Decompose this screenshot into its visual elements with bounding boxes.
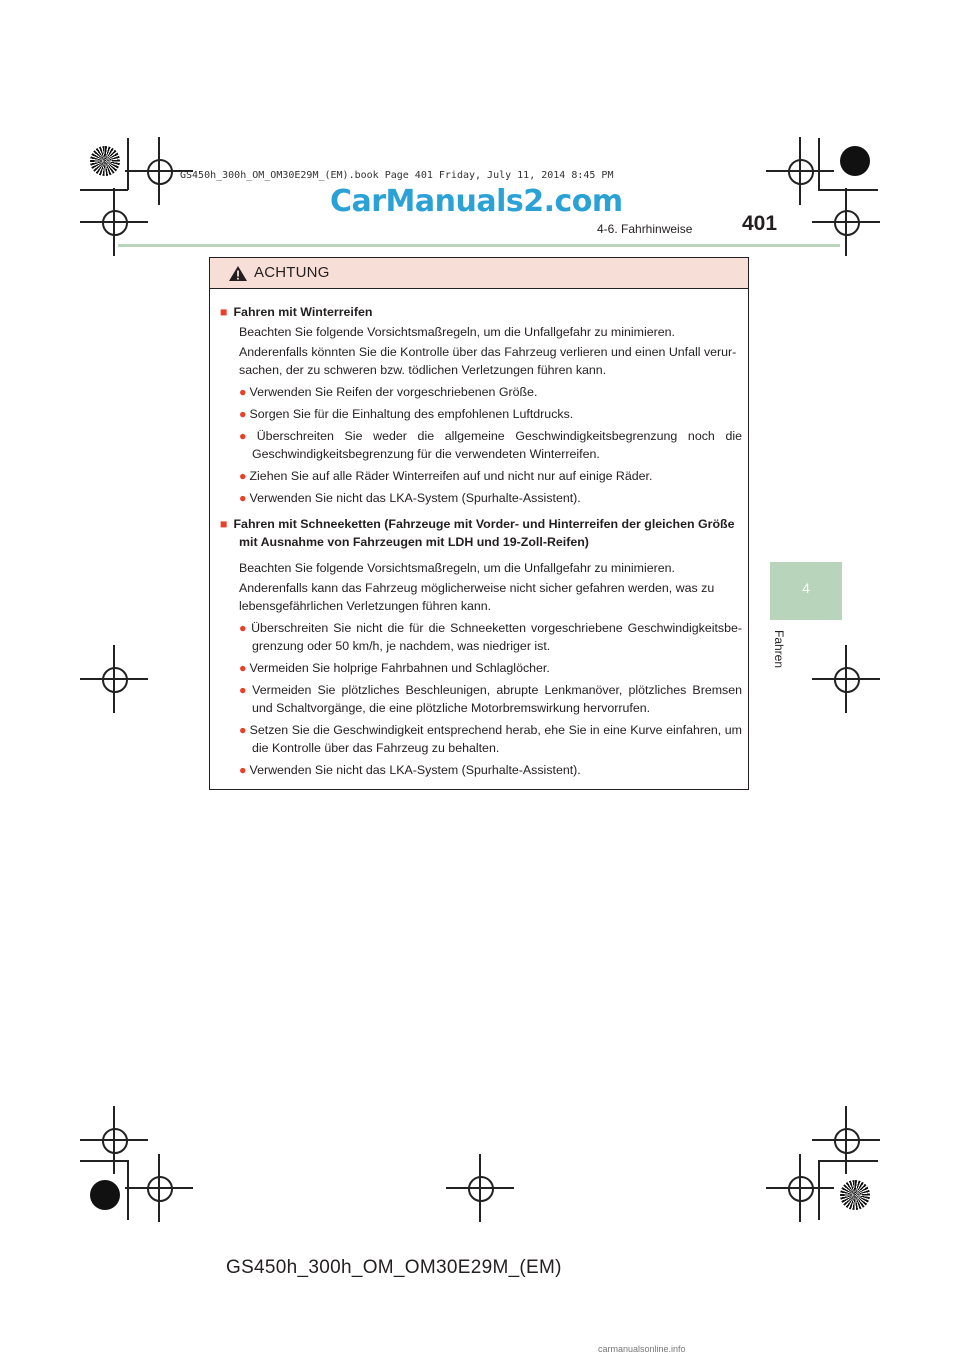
footer-code: GS450h_300h_OM_OM30E29M_(EM): [226, 1257, 562, 1278]
list-item: ● Setzen Sie die Geschwindigkeit entsprechend herab, ehe Sie in eine Kurve einfahren, um die Kontrolle über das Fahrzeug zu behalten.: [239, 723, 742, 755]
registration-mark-icon: [139, 151, 179, 191]
list-item: ● Verwenden Sie nicht das LKA-System (Spurhalte-Assistent).: [239, 763, 581, 777]
bullet-icon: ●: [239, 683, 250, 697]
registration-mark-icon: [139, 1168, 179, 1208]
registration-mark-icon: [94, 1120, 134, 1160]
list-item: ● Vermeiden Sie plötzliches Beschleunigen, abrupte Lenkmanöver, plötzliches Bremsen und Schaltvorgänge, die eine plötzliche Motorbremswirkung hervorrufen.: [239, 683, 743, 715]
crop-line: [818, 1160, 878, 1162]
list-item: ● Verwenden Sie nicht das LKA-System (Spurhalte-Assistent).: [239, 491, 581, 505]
crop-line: [127, 138, 129, 190]
registration-mark-icon: [94, 202, 134, 242]
list-item: ● Sorgen Sie für die Einhaltung des empfohlenen Luftdrucks.: [239, 407, 574, 421]
color-target-icon: [840, 146, 870, 176]
list-item: ● Verwenden Sie Reifen der vorgeschriebenen Größe.: [239, 385, 538, 399]
watermark: CarManuals2.com: [330, 184, 623, 219]
list-item: ● Ziehen Sie auf alle Räder Winterreifen auf und nicht nur auf einige Räder.: [239, 469, 653, 483]
bullet-icon: ●: [239, 491, 247, 505]
square-bullet-icon: ■: [220, 305, 228, 319]
registration-mark-icon: [826, 659, 866, 699]
chapter-tab[interactable]: 4: [770, 562, 842, 620]
registration-mark-icon: [826, 202, 866, 242]
bullet-icon: ●: [239, 429, 254, 443]
crop-line: [127, 1160, 129, 1220]
bullet-icon: ●: [239, 723, 247, 737]
section-title: 4-6. Fahrhinweise: [597, 222, 693, 236]
book-info-line: GS450h_300h_OM_OM30E29M_(EM).book Page 401 Friday, July 11, 2014 8:45 PM: [180, 170, 614, 181]
registration-mark-icon: [780, 1168, 820, 1208]
list-item: ● Vermeiden Sie holprige Fahrbahnen und Schlaglöcher.: [239, 661, 550, 675]
crop-line: [818, 189, 878, 191]
crop-line: [818, 138, 820, 190]
bullet-icon: ●: [239, 469, 247, 483]
crop-line: [80, 1160, 128, 1162]
caution-header: [210, 258, 748, 289]
color-target-icon: [90, 146, 120, 176]
crop-line: [80, 189, 128, 191]
bullet-icon: ●: [239, 661, 247, 675]
bullet-icon: ●: [239, 385, 247, 399]
section-heading: ■ Fahren mit Schneeketten (Fahrzeuge mit Vorder- und Hinterreifen der gleichen Größe mit Ausnahme von Fahrzeugen mit LDH und 19-Zoll-Reifen): [220, 517, 735, 549]
header-rule: [118, 244, 840, 247]
footer-site: carmanualsonline.info: [598, 1344, 686, 1354]
bullet-icon: ●: [239, 407, 247, 421]
list-item: ● Überschreiten Sie nicht die für die Schneeketten vorgeschriebene Geschwindigkeitsbe-grenzung oder 50 km/h, je nachdem, was niedriger ist.: [239, 621, 743, 653]
caution-title: ACHTUNG: [254, 264, 330, 281]
page-number: 401: [742, 212, 778, 235]
paragraph: Beachten Sie folgende Vorsichtsmaßregeln, um die Unfallgefahr zu minimieren.: [239, 561, 675, 575]
registration-mark-icon: [826, 1120, 866, 1160]
registration-mark-icon: [780, 151, 820, 191]
crop-line: [818, 1160, 820, 1220]
color-target-icon: [840, 1180, 870, 1210]
list-item: ● Überschreiten Sie weder die allgemeine Geschwindigkeitsbegrenzung noch die Geschwindigkeitsbegrenzung für die verwendeten Winterreifen.: [239, 429, 743, 461]
bullet-icon: ●: [239, 763, 247, 777]
bullet-icon: ●: [239, 621, 249, 635]
caution-box: [209, 257, 749, 790]
color-target-icon: [90, 1180, 120, 1210]
registration-mark-icon: [460, 1168, 500, 1208]
warning-triangle-icon: [228, 265, 248, 282]
section-heading: ■ Fahren mit Winterreifen: [220, 305, 373, 319]
paragraph: Anderenfalls könnten Sie die Kontrolle über das Fahrzeug verlieren und einen Unfall verur-sachen, der zu schweren bzw. tödlichen Verletzungen führen kann.: [239, 345, 737, 377]
registration-mark-icon: [94, 659, 134, 699]
chapter-tab-label: Fahren: [772, 630, 786, 669]
paragraph: Anderenfalls kann das Fahrzeug möglicherweise nicht sicher gefahren werden, was zu lebensgefährlichen Verletzungen führen kann.: [239, 581, 715, 613]
square-bullet-icon: ■: [220, 517, 228, 531]
paragraph: Beachten Sie folgende Vorsichtsmaßregeln, um die Unfallgefahr zu minimieren.: [239, 325, 675, 339]
